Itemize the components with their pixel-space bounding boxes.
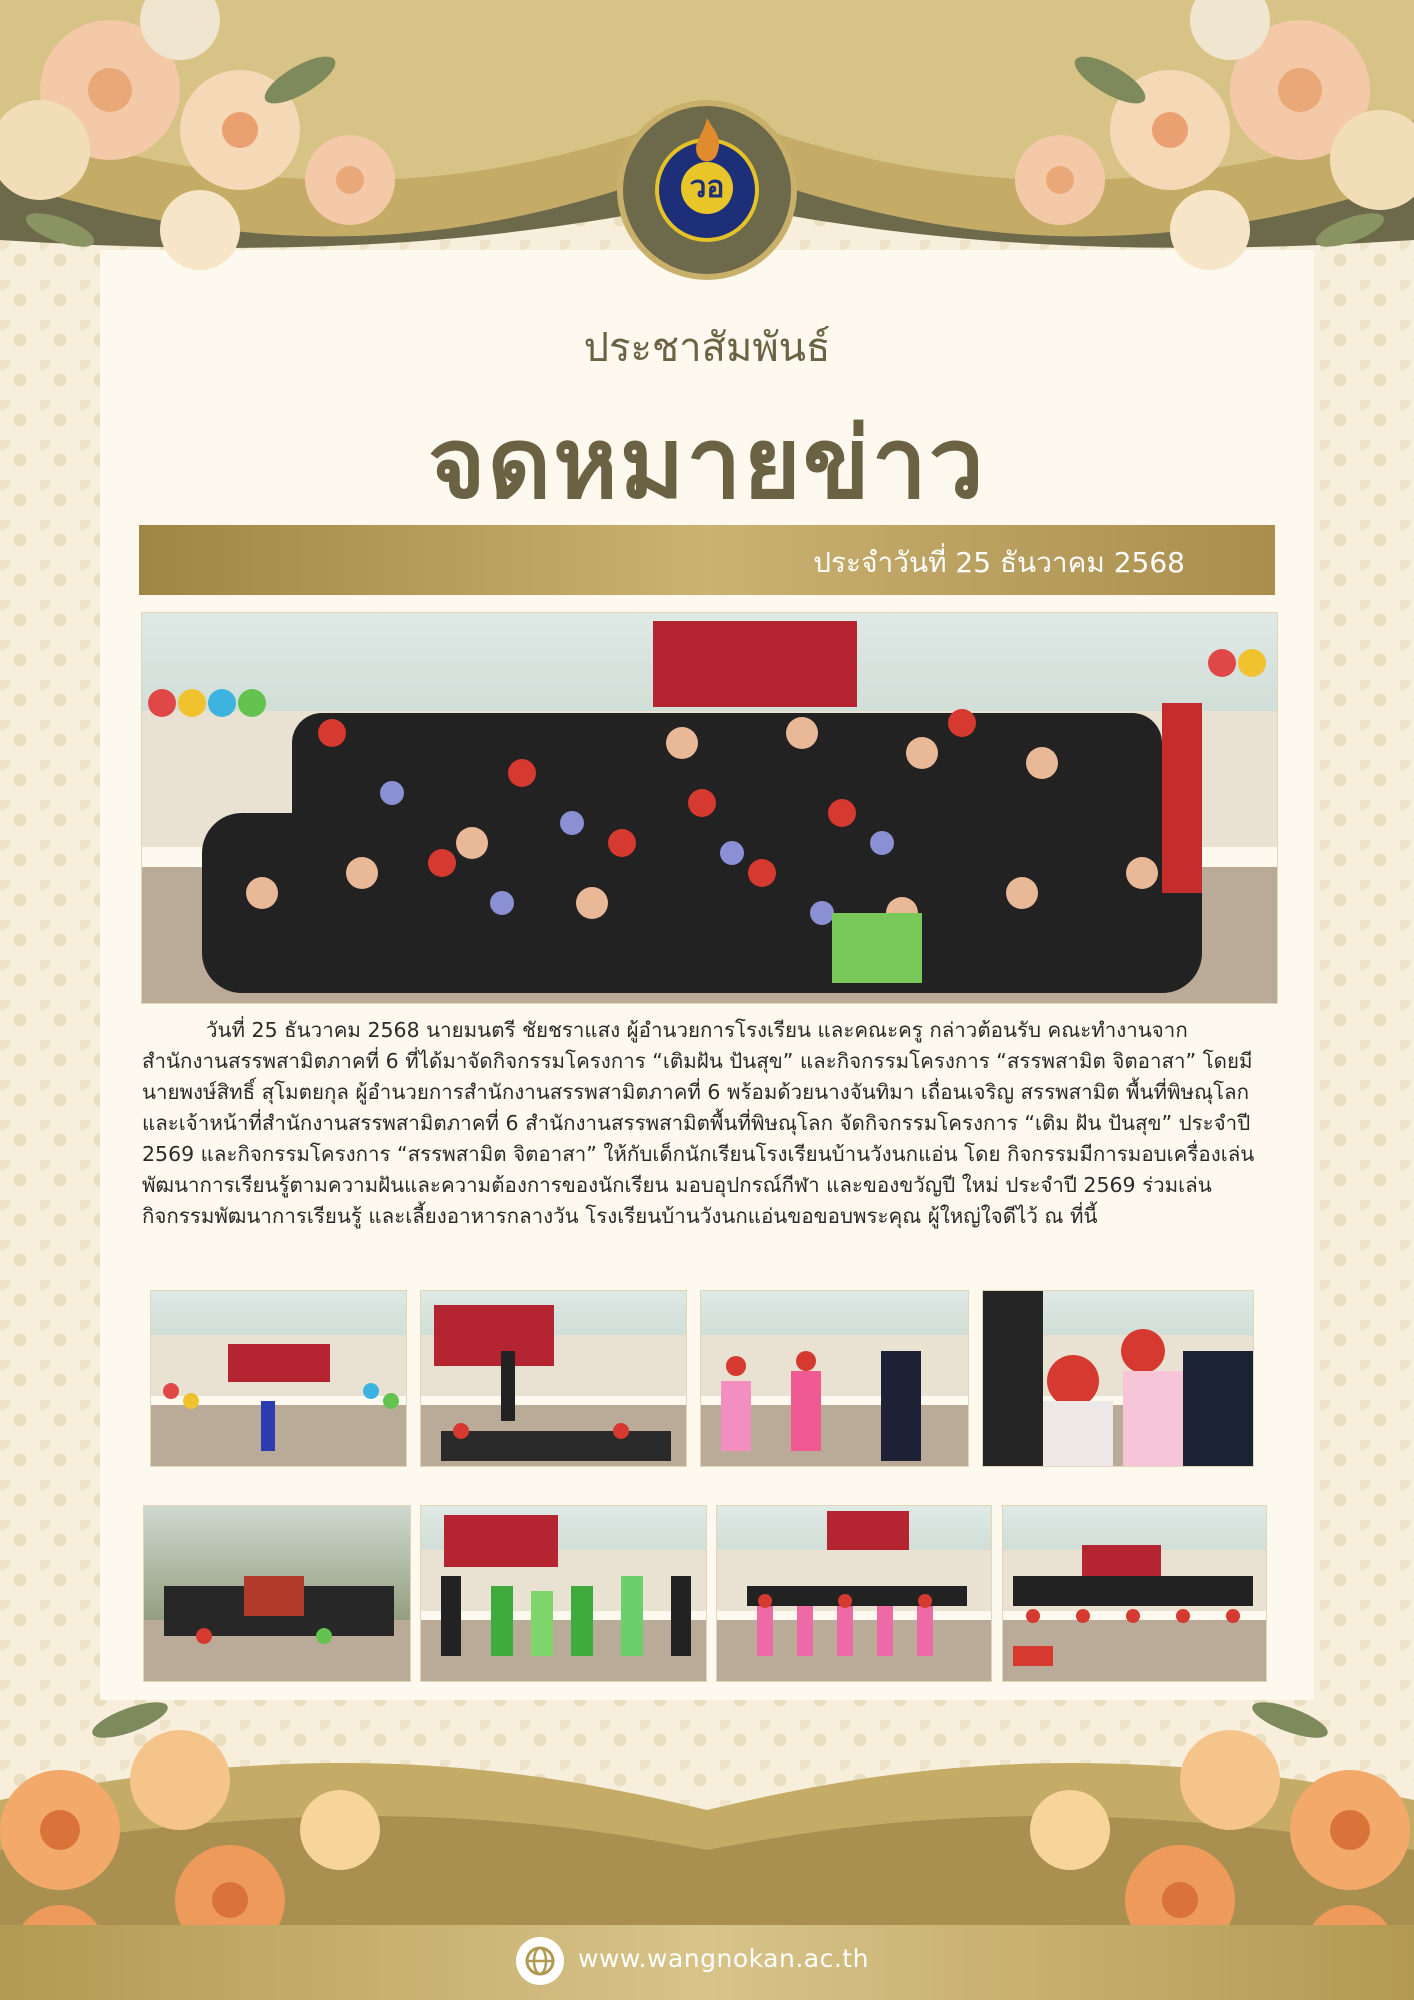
school-emblem-icon: วอ bbox=[655, 138, 759, 242]
main-photo bbox=[141, 612, 1278, 1004]
gallery-photo bbox=[700, 1290, 969, 1467]
date-banner bbox=[139, 525, 1275, 595]
gallery-photo bbox=[1002, 1505, 1267, 1682]
gallery-photo bbox=[420, 1290, 687, 1467]
page-title: จดหมายข่าว bbox=[428, 407, 986, 521]
school-logo bbox=[617, 100, 797, 280]
website-url[interactable]: www.wangnokan.ac.th bbox=[578, 1944, 869, 1973]
gallery-photo bbox=[982, 1290, 1254, 1467]
date-text: ประจำวันที่ 25 ธันวาคม 2568 bbox=[813, 546, 1185, 579]
gallery-photo bbox=[150, 1290, 407, 1467]
gallery-photo bbox=[716, 1505, 992, 1682]
gallery-photo bbox=[143, 1505, 411, 1682]
article-body bbox=[142, 1015, 1272, 1232]
flame-icon bbox=[689, 118, 725, 166]
article-paragraph: วันที่ 25 ธันวาคม 2568 นายมนตรี ชัยชราแสง ผู้อำนวยการโรงเรียน และคณะครู กล่าวต้อนรับ คณะทำงานจาก สำนักงานสรรพสามิตภาคที่ 6 ที่ได้มาจัดกิจกรรมโครงการ “เติมฝัน ปันสุข” และกิจกรรมโครงการ “สรรพสามิต จิตอาสา” โดยมี นายพงษ์สิทธิ์ สุโมตยกุล ผู้อำนวยการสำนักงานสรรพสามิตภาคที่ 6 พร้อมด้วยนางจันทิมา เถื่อนเจริญ สรรพสามิต พื้นที่พิษณุโลกและเจ้าหน้าที่สำนักงานสรรพสามิตภาคที่ 6 สำนักงานสรรพสามิตพื้นที่พิษณุโลก จัดกิจกรรมโครงการ “เติม ฝัน ปันสุข” ประจำปี 2569 และกิจกรรมโครงการ “สรรพสามิต จิตอาสา” ให้กับเด็กนักเรียนโรงเรียนบ้านวังนกแอ่น โดย กิจกรรมมีการมอบเครื่องเล่นพัฒนาการเรียนรู้ตามความฝันและความต้องการของนักเรียน มอบอุปกรณ์กีฬา และของขวัญปี ใหม่ ประจำปี 2569 ร่วมเล่นกิจกรรมพัฒนาการเรียนรู้ และเลี้ยงอาหารกลางวัน โรงเรียนบ้านวังนกแอ่นขอขอบพระคุณ ผู้ใหญ่ใจดีไว้ ณ ที่นี้ bbox=[142, 1018, 1255, 1228]
globe-icon bbox=[516, 1937, 564, 1985]
page-subtitle: ประชาสัมพันธ์ bbox=[583, 325, 831, 371]
gallery-photo bbox=[420, 1505, 707, 1682]
